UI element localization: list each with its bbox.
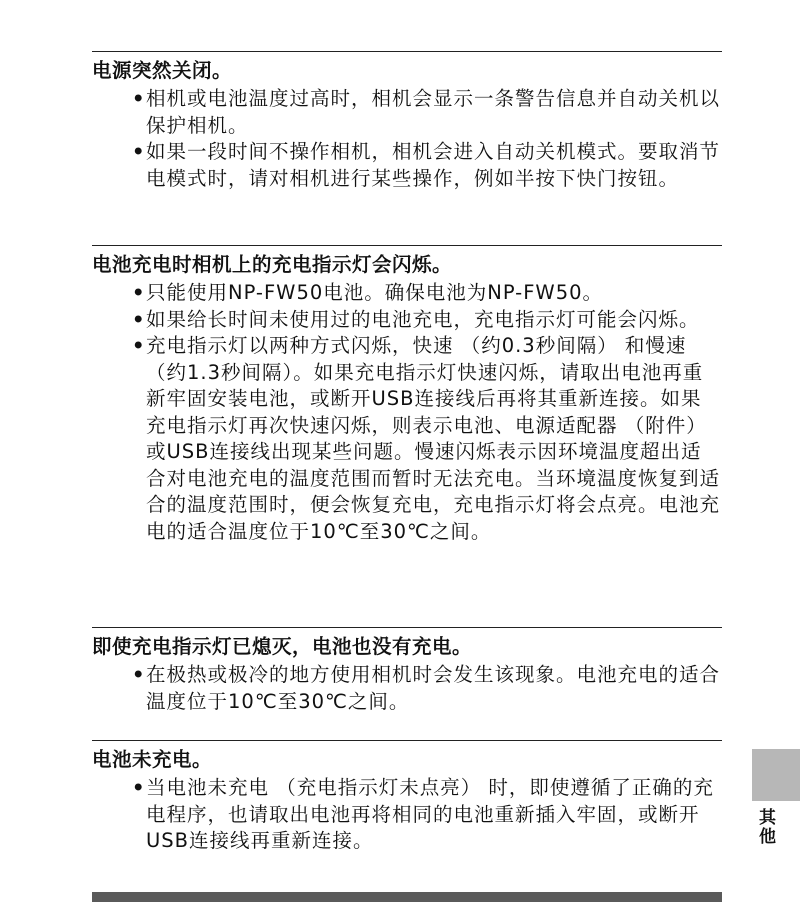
section-divider	[92, 627, 722, 628]
section-divider	[92, 245, 722, 246]
bullet-icon: •	[132, 776, 146, 799]
section-divider	[92, 51, 722, 52]
list-item	[92, 333, 722, 545]
bullet-icon: •	[132, 334, 146, 357]
section-battery-not-charged	[92, 740, 722, 855]
list-item	[92, 139, 722, 192]
bullet-list	[92, 662, 722, 715]
section-divider	[92, 740, 722, 741]
bullet-icon: •	[132, 281, 146, 304]
bullet-list	[92, 775, 722, 855]
list-item	[92, 86, 722, 139]
bullet-list	[92, 86, 722, 192]
section-heading: 电池未充电。	[92, 748, 213, 771]
item-text: 如果一段时间不操作相机，相机会进入自动关机模式。要取消节电模式时，请对相机进行某些操作，例如半按下快门按钮。	[146, 140, 721, 190]
bullet-list	[92, 280, 722, 545]
item-text: 当电池未充电 （充电指示灯未点亮） 时，即使遵循了正确的充电程序，也请取出电池再将相同的电池重新插入牢固，或断开USB连接线再重新连接。	[146, 776, 714, 852]
side-tab-marker	[752, 749, 800, 801]
list-item	[92, 662, 722, 715]
bullet-icon: •	[132, 87, 146, 110]
section-power-off	[92, 51, 722, 192]
section-lamp-off-not-charged	[92, 627, 722, 715]
list-item	[92, 307, 722, 334]
item-text: 相机或电池温度过高时，相机会显示一条警告信息并自动关机以保护相机。	[146, 87, 721, 137]
bullet-icon: •	[132, 140, 146, 163]
item-text: 只能使用NP-FW50电池。确保电池为NP-FW50。	[146, 281, 604, 304]
bottom-bar	[92, 892, 722, 902]
section-charge-lamp-flashing	[92, 245, 722, 545]
side-tab-label: 其他	[755, 808, 775, 846]
bullet-icon: •	[132, 307, 146, 331]
item-text: 在极热或极冷的地方使用相机时会发生该现象。电池充电的适合温度位于10℃至30℃之间。	[146, 663, 721, 713]
list-item	[92, 280, 722, 307]
section-heading: 电源突然关闭。	[92, 59, 233, 82]
item-text: 如果给长时间未使用过的电池充电，充电指示灯可能会闪烁。	[146, 307, 700, 331]
section-heading: 即使充电指示灯已熄灭，电池也没有充电。	[92, 635, 473, 658]
bullet-icon: •	[132, 663, 146, 686]
section-heading: 电池充电时相机上的充电指示灯会闪烁。	[92, 253, 453, 276]
list-item	[92, 775, 722, 855]
item-text: 充电指示灯以两种方式闪烁，快速 （约0.3秒间隔） 和慢速 （约1.3秒间隔）。如果充电指示灯快速闪烁，请取出电池再重新牢固安装电池，或断开USB连接线后再将其重新连接。如果充电指示灯再次快速闪烁，则表示电池、电源适配器 （附件） 或USB连接线出现某些问题。慢速闪烁表示因环境温度超出适合对电池充电的温度范围而暂时无法充电。当环境温度恢复到适合的温度范围时，便会恢复充电，充电指示灯将会点亮。电池充电的适合温度位于10℃至30℃之间。	[146, 334, 721, 543]
